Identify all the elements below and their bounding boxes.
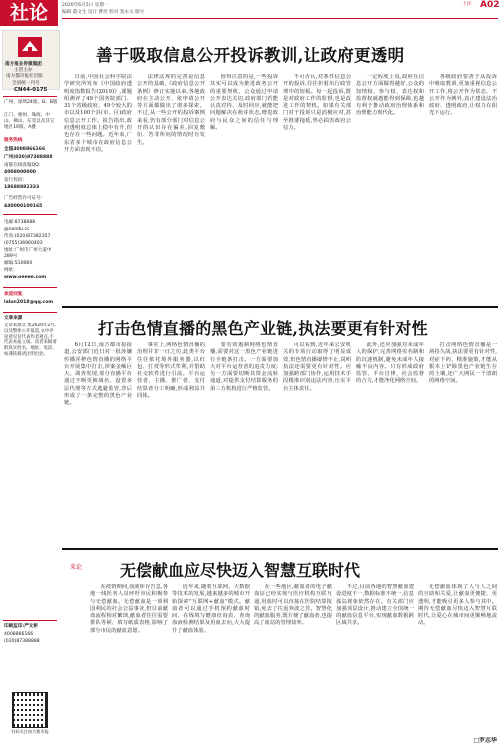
article-1-col-3 (210, 74, 278, 286)
article-2-col-4 (283, 342, 351, 538)
header-rule (62, 18, 498, 19)
article-1-col-2 (137, 74, 205, 286)
ad-license: 440000100165 (4, 204, 43, 209)
page-number: A02 (480, 0, 500, 10)
edition-line-1: 广州、深圳24版、B、B版 (4, 100, 58, 105)
sidebar-divider (3, 214, 57, 215)
phone-6: 18688882333 (4, 185, 40, 190)
qr-pattern (14, 694, 44, 724)
article-3-title: 无偿献血应尽快迈入智慧互联时代 (120, 561, 361, 580)
article-2-col-3 (210, 342, 278, 538)
sidebar-divider (3, 96, 57, 97)
paragraph: 在一些地区,献血者的电子献血证已经实现与医疗机构互联互通,用血时可以直接在医院结算报销,免去了往返奔波之苦。智慧化的献血服务,既方便了献血者,也提高了血站的管理效率。 (254, 584, 332, 627)
phone-1: 全国4008866166 (4, 147, 46, 152)
page-badge: 上评· (462, 2, 473, 7)
phone-2: 广州(020)87388888 (4, 155, 53, 160)
dateline: 2020年6月5日 星期一 (62, 3, 109, 8)
article-3-author: □罗志华 (473, 737, 497, 744)
comment-email[interactable]: lalun2018@qq.com (4, 300, 54, 305)
section-rule (62, 548, 498, 550)
publisher-2: 南方都市报社出版 (6, 74, 43, 79)
printer-phone: 4008866166 (4, 632, 34, 637)
printer-label: 印刷监印:严文彬 (4, 624, 38, 629)
paragraph: 事实上,网络色情直播的治理并非一日之功,此类平台往往依托境外服务器,以红包、打赏等形式牟利,并借助社交软件进行引流。平台运营者、主播、推广者、支付结算者分工明确,形成利益共同体。 (137, 342, 205, 400)
service-label: 服务热线 (4, 138, 23, 143)
article-2-col-2 (137, 342, 205, 538)
ad-license-label: 广告经营许可证号: (4, 196, 43, 201)
article-3-col-4 (336, 584, 414, 746)
paragraph: 打击网络色情直播是一场持久战,执法要更有针对性,对症下药、精准施策,才能从根本上铲除黑色产业链生存的土壤,还广大网民一个清朗的网络空间。 (429, 342, 497, 385)
paragraph: 6月12日,南方都市报报道,公安部门近日对一批涉嫌传播淫秽色情直播的网络平台开展集中打击,涉案金额巨大。调查发现,部分直播平台通过不断更换域名、设置多层代理等方式逃避监管,背后形成了一条完整的黑色产业链。 (64, 342, 132, 407)
paragraph: 法律法规的完善是信息公开的基础,《政府信息公开条例》修订实施以来,各地政府在主动公开、依申请公开等方面都做出了诸多探索。不过,从一些公开的投诉案例来看,仍有部分部门对信息公开的认识存在偏差,回复敷衍、答非所问的情况时有发生。 (137, 74, 205, 146)
paragraph: 不可否认,对条件信息公开的投诉,往往折射出行政管理中的短板。每一起投诉,既是对政府工作的监督,也是改进工作的契机。如果有关部门对于投诉只是消极应对,甚至推诿拖延,势必损害政府公信力。 (283, 74, 351, 132)
article-3-col-5 (418, 584, 497, 736)
paragraph: 日前,中国社会科学院法学研究所发布《中国政府透明度指数报告(2019)》,课题组测评了49个国务院部门、31个省级政府、49个较大的市以及100个县(市、区)政府信息公开工作。报告指出,政府透明度总体上稳中有升,但也存在一些问题。近年来,广东省多个城市在政府信息公开方面表现不俗。 (64, 74, 132, 153)
article-2-title: 打击色情直播的黑色产业链,执法要更有针对性 (98, 319, 428, 338)
paragraph: 在疫情期间,血液库存告急,各地一线医务人员呼吁市民积极参与无偿献血。无偿献血是一项利国利民的社会公益事业,但目前献血流程相对繁琐,献血者往往需要排队等候、填写纸质表格,影响了部分市民的献血意愿。 (90, 584, 168, 634)
article-3-col-3 (254, 584, 332, 746)
article-1-col-5 (356, 74, 424, 286)
section-rule (62, 306, 498, 308)
contact-1: 电邮:8738888 (4, 220, 36, 225)
edition-line-2: 江门、惠州、珠海、中山、佛山、东莞以及其它地区16版、A叠 (4, 113, 55, 131)
sidebar-divider (3, 287, 57, 288)
cn-number: CN44-0175 (14, 87, 48, 93)
article-1-col-4 (283, 74, 351, 286)
contact-4: (0755)36960403 (4, 241, 43, 246)
printer-phone-2: (020)87388888 (4, 639, 40, 644)
organizer: 主管主办 (14, 68, 33, 73)
article-2-col-1 (64, 342, 132, 538)
contact-5: 地址:广州市广州大道中289号 (4, 248, 52, 260)
article-2-col-6 (429, 342, 497, 538)
contact-7: 网址: (4, 268, 15, 273)
sidebar-divider (3, 620, 57, 621)
comment-label: 欢迎回复 (4, 292, 23, 297)
paragraph: 此外,还应加强对未成年人的保护,完善网络实名制和防沉迷机制,避免未成年人接触不良内容。只有形成政府监管、平台自律、社会监督的合力,才能净化网络空间。 (356, 342, 424, 385)
section-tag: 社论 (0, 0, 58, 26)
publisher: 南方报业传媒集团 (5, 62, 42, 67)
contact-3: 传真:(020)87382357 (4, 234, 51, 239)
article-3-col-1 (90, 584, 168, 746)
paragraph: 要有效遏制网络色情直播,需要对这一黑色产业链进行全链条打击。一方面要加大对平台运营者的追责力度;另一方面要切断其资金流转通道,对提供支付结算服务的第三方机构进行严格监管。 (210, 342, 278, 392)
article-3-byline: 来论 (70, 564, 83, 571)
paragraph: 一定程度上说,政府在信息公开方面做得越好,公众的知情权、参与权、表达权和监督权就越能得到保障,也越有利于推动政府治理体系和治理能力现代化。 (356, 74, 424, 117)
paragraph: 无偿献血体现了人与人之间的互助和关爱,让献血更便捷、更透明,才能吸引更多人参与其中。期待无偿献血尽快迈入智慧互联时代,让爱心在城市间更顺畅地流动。 (418, 584, 497, 627)
article-3-col-2 (172, 584, 250, 746)
article-1-col-1 (64, 74, 132, 286)
qr-caption: 扫码关注南方都市报 (11, 729, 49, 734)
paragraph: 各级政府要善于从投诉中吸取教训,更加重视信息公开工作,将公开作为常态、不公开作为例外,真正建设法治政府、透明政府,让权力在阳光下运行。 (429, 74, 497, 117)
note-text: 文章来源:汇集2020年2月,以及整体公开报道,文中评论意见仅代表作者观点,不代表本报立场。读者来稿请附真实姓名、地址、电话,如遇转载请注明出处。 (4, 323, 57, 357)
sidebar-divider (3, 312, 57, 313)
article-1-title: 善于吸取信息公开投诉教训,让政府更透明 (96, 46, 405, 65)
cn-label: 全国统一刊号 (12, 81, 40, 86)
article-1-col-6 (429, 74, 497, 286)
phone-4: 4008000000 (4, 170, 36, 175)
note-label: 文章来源 (4, 316, 23, 321)
phone-3: 南都在线客服QQ: (4, 163, 41, 168)
paragraph: 近年来,随着互联网、大数据等技术的发展,越来越多的城市开始探索"互联网+献血"模式。献血者可以通过手机预约献血时间、在线填写健康征询表、查询血液检测结果及用血去向,大大提升了献血体验。 (172, 584, 250, 634)
contact-2: @nandu.cc (4, 227, 30, 232)
edition-meta: 编辑 董文生 设计 曹丝 校对 莫永文 版号 (62, 10, 145, 15)
newspaper-logo-icon (17, 36, 43, 58)
article-2-col-5 (356, 342, 424, 538)
paragraph: 不过,目前各地的智慧献血建设进度不一,数据标准不统一,信息孤岛现象依然存在。有关部门应加强顶层设计,推动建立全国统一的献血信息平台,实现献血数据跨区域共享。 (336, 584, 414, 627)
paragraph: 值得注意的是,一些投诉其实可以成为推进政务公开的重要契机。公众通过申请公开表达关切,政府部门若能认真对待、及时回应,就能把问题解决在萌芽状态,增进政府与民众之间的信任与理解。 (210, 74, 278, 132)
phone-5: 发行投诉: (4, 178, 24, 183)
contact-6: 邮编:510060 (4, 261, 33, 266)
paragraph: 可以看到,近年来公安机关的专项行动取得了明显成效,但色情直播屡禁不止,说明执法还需要更有针对性。应加强跨部门协作,运用技术手段精准识别违法内容,压实平台主体责任。 (283, 342, 351, 392)
website[interactable]: www.oeeee.com (4, 275, 47, 280)
